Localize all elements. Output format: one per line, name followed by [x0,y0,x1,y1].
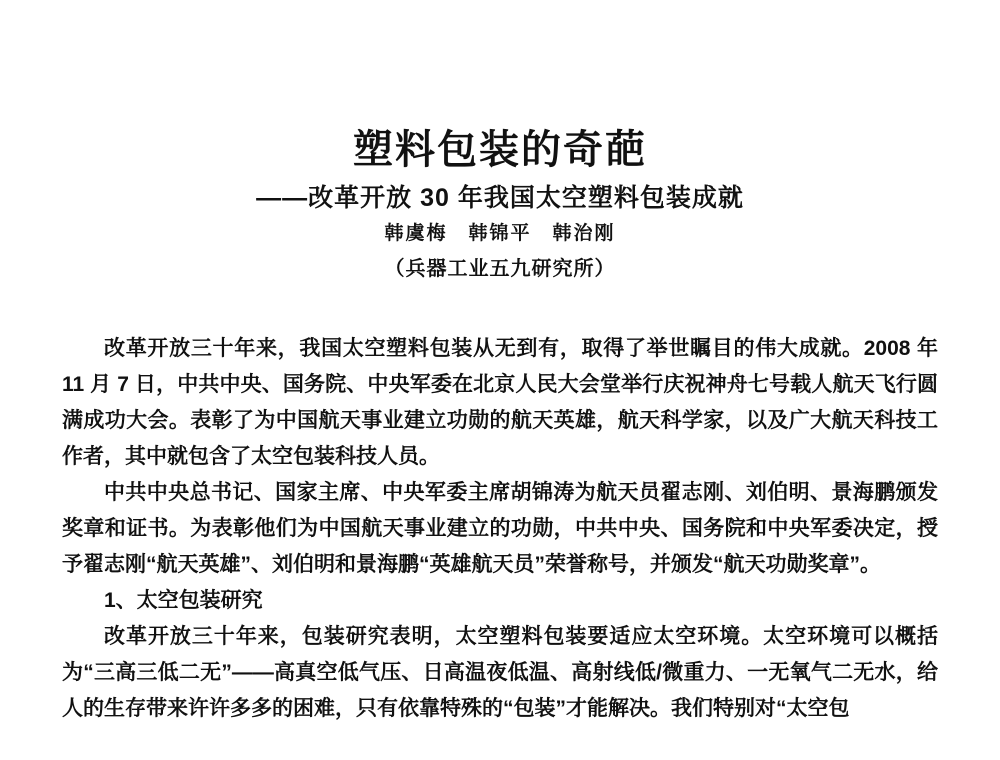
paragraph-3: 改革开放三十年来，包装研究表明，太空塑料包装要适应太空环境。太空环境可以概括为“三高三低二无”——高真空低气压、日高温夜低温、高射线低/微重力、一无氧气二无水，给人的生存带来许许多多的困难，只有依靠特殊的“包装”才能解决。我们特别对“太空包 [62,625,938,720]
section-heading-1: 1、太空包装研究 [104,589,263,612]
authors-line: 韩虞梅 韩锦平 韩治刚 [384,223,616,244]
paragraph-2: 中共中央总书记、国家主席、中央军委主席胡锦涛为航天员翟志刚、刘伯明、景海鹏颁发奖章和证书。为表彰他们为中国航天事业建立的功勋，中共中央、国务院和中央军委决定，授予翟志刚“航天英雄”、刘伯明和景海鹏“英雄航天员”荣誉称号，并颁发“航天功勋奖章”。 [62,481,938,576]
page-title: 塑料包装的奇葩 [353,128,647,172]
document-body [62,331,938,727]
paragraph-1: 改革开放三十年来，我国太空塑料包装从无到有，取得了举世瞩目的伟大成就。2008 年 11 月 7 日，中共中央、国务院、中央军委在北京人民大会堂举行庆祝神舟七号载人航天飞行圆满成功大会。表彰了为中国航天事业建立功勋的航天英雄，航天科学家，以及广大航天科技工作者，其中就包含了太空包装科技人员。 [62,337,938,468]
page-subtitle: ——改革开放 30 年我国太空塑料包装成就 [256,184,744,212]
affiliation-line: （兵器工业五九研究所） [384,258,616,280]
front-matter [0,0,1000,284]
